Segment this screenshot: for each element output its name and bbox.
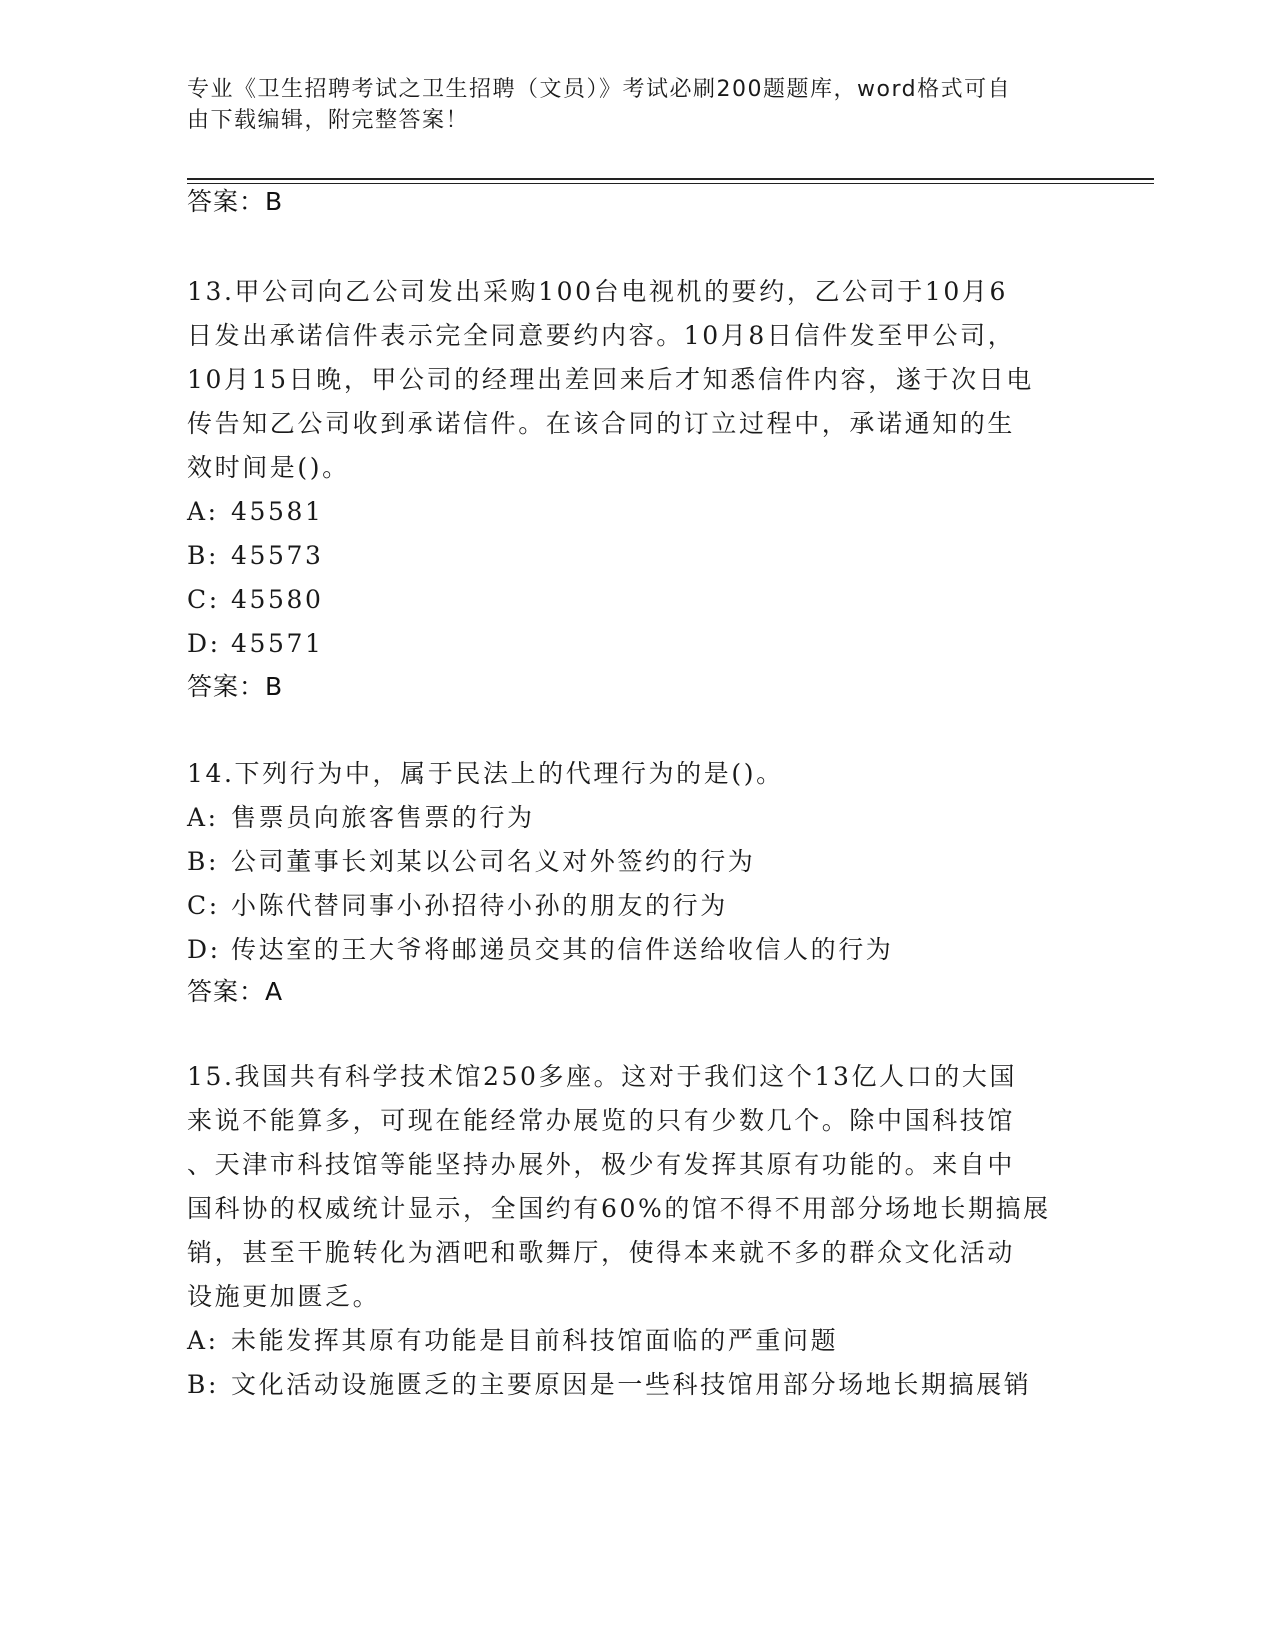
option-key: A: — [187, 803, 219, 832]
option-text: 45580 — [231, 585, 324, 614]
option-text: 45573 — [231, 541, 324, 570]
option-key: A: — [187, 497, 219, 526]
option-text: 公司董事长刘某以公司名义对外签约的行为 — [231, 847, 756, 876]
option-text: 售票员向旅客售票的行为 — [231, 803, 535, 832]
q15-line-2: 来说不能算多，可现在能经常办展览的只有少数几个。除中国科技馆 — [187, 1106, 1016, 1135]
q13-option-d — [187, 628, 324, 660]
option-key: C: — [187, 891, 220, 920]
q14-option-a — [187, 802, 535, 834]
q13-option-a — [187, 496, 324, 528]
q15-option-b — [187, 1369, 1031, 1401]
q15-line-5: 销，甚至干脆转化为酒吧和歌舞厅，使得本来就不多的群众文化活动 — [187, 1238, 1016, 1267]
q14-line-1: 14.下列行为中，属于民法上的代理行为的是()。 — [187, 759, 784, 788]
option-text: 文化活动设施匮乏的主要原因是一些科技馆用部分场地长期搞展销 — [231, 1370, 1032, 1399]
q15-line-6: 设施更加匮乏。 — [187, 1282, 381, 1311]
q14-option-d — [187, 934, 893, 966]
option-text: 45571 — [231, 629, 324, 658]
option-key: A: — [187, 1326, 219, 1355]
q13-answer: 答案：B — [187, 672, 284, 701]
q13-line-5: 效时间是()。 — [187, 453, 350, 482]
option-text: 45581 — [231, 497, 324, 526]
option-text: 小陈代替同事小孙招待小孙的朋友的行为 — [231, 891, 728, 920]
q13-line-4: 传告知乙公司收到承诺信件。在该合同的订立过程中，承诺通知的生 — [187, 409, 1016, 438]
q13-line-1: 13.甲公司向乙公司发出采购100台电视机的要约，乙公司于10月6 — [187, 277, 1008, 306]
q15-line-3: 、天津市科技馆等能坚持办展外，极少有发挥其原有功能的。来自中 — [187, 1150, 1016, 1179]
q13-line-2: 日发出承诺信件表示完全同意要约内容。10月8日信件发至甲公司， — [187, 321, 1016, 350]
q13-option-b — [187, 540, 324, 572]
q13-option-c — [187, 584, 324, 616]
option-key: D: — [187, 935, 221, 964]
q14-option-c — [187, 890, 728, 922]
q14-answer: 答案：A — [187, 977, 284, 1006]
option-key: B: — [187, 541, 219, 570]
option-text: 未能发挥其原有功能是目前科技馆面临的严重问题 — [231, 1326, 839, 1355]
q15-line-1: 15.我国共有科学技术馆250多座。这对于我们这个13亿人口的大国 — [187, 1062, 1018, 1091]
q14-option-b — [187, 846, 755, 878]
option-key: B: — [187, 847, 219, 876]
option-key: B: — [187, 1370, 219, 1399]
header-rule-thick — [187, 178, 1154, 180]
q15-option-a — [187, 1325, 838, 1357]
header-line-1: 专业《卫生招聘考试之卫生招聘（文员）》考试必刷200题题库，word格式可自 — [187, 77, 1012, 102]
option-text: 传达室的王大爷将邮递员交其的信件送给收信人的行为 — [231, 935, 894, 964]
header-rule-thin — [187, 183, 1154, 184]
option-key: C: — [187, 585, 220, 614]
q15-line-4: 国科协的权威统计显示，全国约有60%的馆不得不用部分场地长期搞展 — [187, 1194, 1051, 1223]
q13-line-3: 10月15日晚，甲公司的经理出差回来后才知悉信件内容，遂于次日电 — [187, 365, 1034, 394]
document-header — [187, 74, 1067, 136]
answer-prev: 答案：B — [187, 187, 284, 216]
header-line-2: 由下载编辑，附完整答案！ — [187, 108, 470, 133]
option-key: D: — [187, 629, 221, 658]
